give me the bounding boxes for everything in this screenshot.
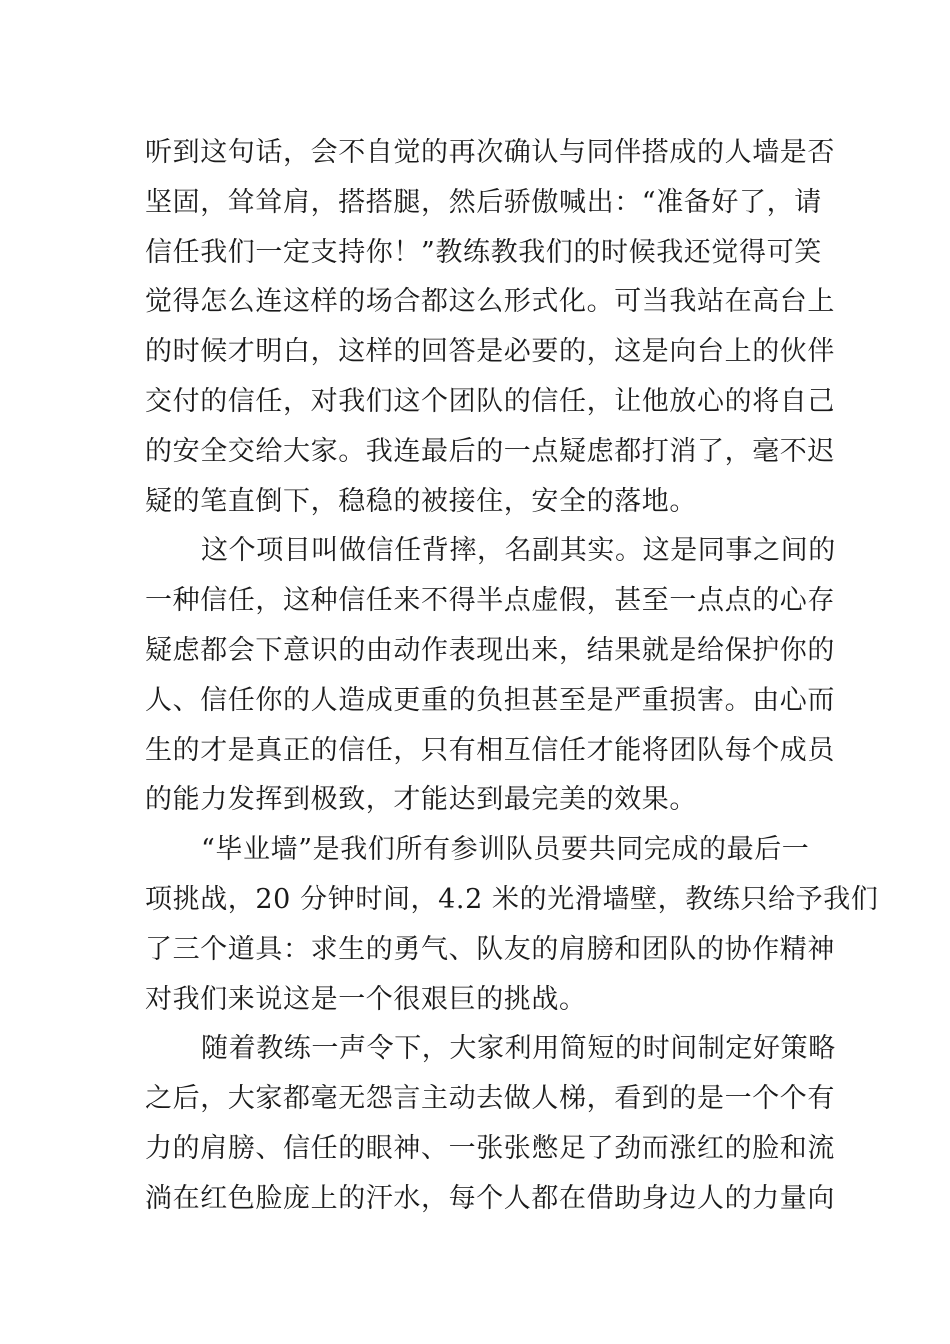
document-body xyxy=(145,128,879,1224)
text-line: 的安全交给大家。我连最后的一点疑虑都打消了，毫不迟 xyxy=(145,435,835,467)
text-line: 的时候才明白，这样的回答是必要的，这是向台上的伙伴 xyxy=(145,336,835,368)
text-line: 坚固，耸耸肩，搭搭腿，然后骄傲喊出：“准备好了，请 xyxy=(145,186,822,218)
text-line: 之后，大家都毫无怨言主动去做人梯，看到的是一个个有 xyxy=(145,1083,835,1115)
paragraph-start-line: 随着教练一声令下，大家利用简短的时间制定好策略 xyxy=(201,1033,836,1065)
text-line: 人、信任你的人造成更重的负担甚至是严重损害。由心而 xyxy=(145,684,835,716)
text-line: 听到这句话，会不自觉的再次确认与同伴搭成的人墙是否 xyxy=(145,137,835,168)
text-line: 力的肩膀、信任的眼神、一张张憋足了劲而涨红的脸和流 xyxy=(145,1132,835,1164)
text-line: 的能力发挥到极致，才能达到最完美的效果。 xyxy=(145,784,697,816)
text-line: 觉得怎么连这样的场合都这么形式化。可当我站在高台上 xyxy=(145,286,835,318)
text-line: 一种信任，这种信任来不得半点虚假，甚至一点点的心存 xyxy=(145,585,835,617)
text-line: 信任我们一定支持你！”教练教我们的时候我还觉得可笑 xyxy=(145,236,822,268)
text-line: 生的才是真正的信任，只有相互信任才能将团队每个成员 xyxy=(145,734,835,766)
text-line: 疑的笔直倒下，稳稳的被接住，安全的落地。 xyxy=(145,485,697,517)
text-line: 淌在红色脸庞上的汗水，每个人都在借助身边人的力量向 xyxy=(145,1182,835,1214)
text-line: 项挑战，20 分钟时间，4.2 米的光滑墙壁，教练只给予我们 xyxy=(145,883,879,915)
text-line: 了三个道具：求生的勇气、队友的肩膀和团队的协作精神 xyxy=(145,933,835,965)
text-line: 对我们来说这是一个很艰巨的挑战。 xyxy=(145,983,587,1015)
paragraph-start-line: 这个项目叫做信任背摔，名副其实。这是同事之间的 xyxy=(201,535,836,567)
paragraph-start-line: “毕业墙”是我们所有参训队员要共同完成的最后一 xyxy=(201,834,810,866)
text-line: 疑虑都会下意识的由动作表现出来，结果就是给保护你的 xyxy=(145,634,835,666)
text-line: 交付的信任，对我们这个团队的信任，让他放心的将自己 xyxy=(145,385,835,417)
